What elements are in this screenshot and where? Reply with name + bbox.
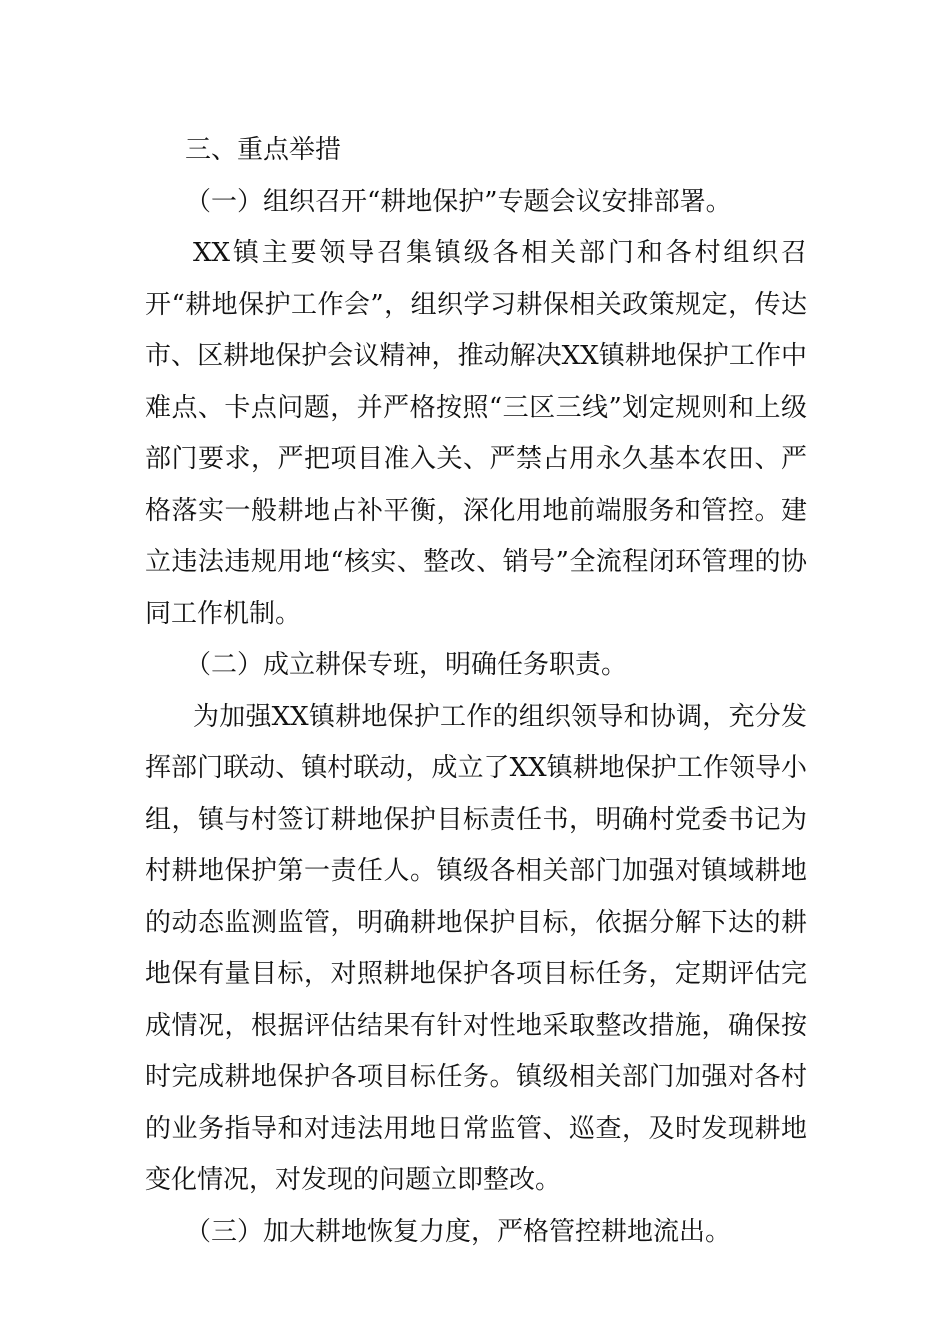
- subsection-heading-3: （三）加大耕地恢复力度，严格管控耕地流出。: [185, 1216, 732, 1247]
- subsection-paragraph-1: XX镇主要领导召集镇级各相关部门和各村组织召开“耕地保护工作会”，组织学习耕保相关政策规定，传达市、区耕地保护会议精神，推动解决XX镇耕地保护工作中难点、卡点问题，并严格按照“三区三线”划定规则和上级部门要求，严把项目准入关、严禁占用永久基本农田、严格落实一般耕地占补平衡，深化用地前端服务和管控。建立违法违规用地“核实、整改、销号”全流程闭环管理的协同工作机制。: [145, 238, 807, 629]
- subsection-heading-1: （一）组织召开“耕地保护”专题会议安排部署。: [185, 186, 732, 217]
- document-body: [145, 125, 807, 1258]
- subsection-heading-2: （二）成立耕保专班，明确任务职责。: [185, 650, 628, 680]
- subsection-paragraph-2: 为加强XX镇耕地保护工作的组织领导和协调，充分发挥部门联动、镇村联动，成立了XX镇耕地保护工作领导小组，镇与村签订耕地保护目标责任书，明确村党委书记为村耕地保护第一责任人。镇级各相关部门加强对镇域耕地的动态监测监管，明确耕地保护目标，依据分解下达的耕地保有量目标，对照耕地保护各项目标任务，定期评估完成情况，根据评估结果有针对性地采取整改措施，确保按时完成耕地保护各项目标任务。镇级相关部门加强对各村的业务指导和对违法用地日常监管、巡查，及时发现耕地变化情况，对发现的问题立即整改。: [145, 701, 807, 1195]
- section-heading: 三、重点举措: [185, 135, 342, 165]
